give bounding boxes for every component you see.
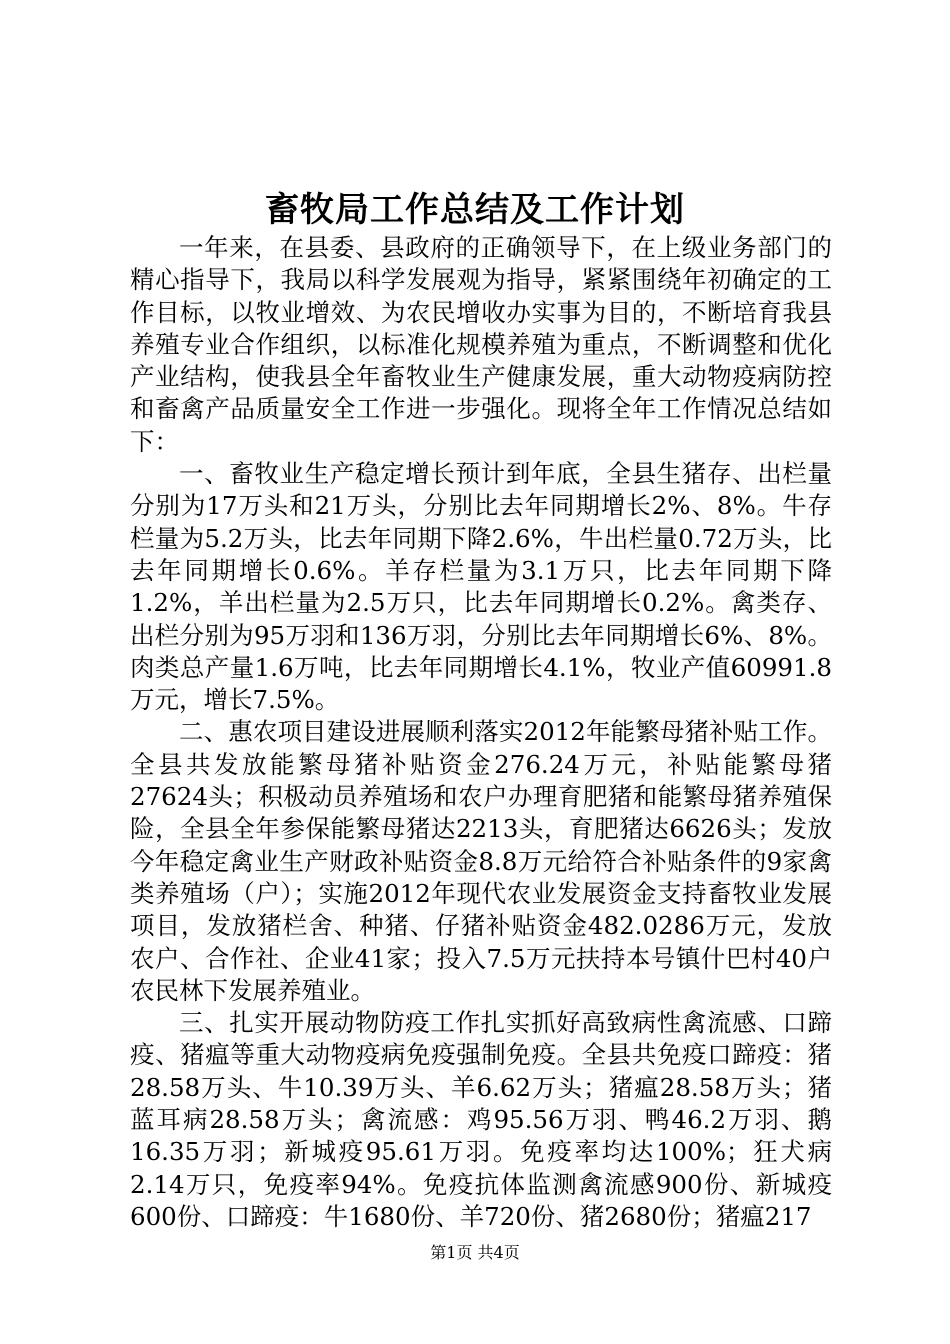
document-title: 畜牧局工作总结及工作计划 — [265, 190, 685, 230]
document-body — [130, 232, 832, 1233]
paragraph-livestock-production: 一、畜牧业生产稳定增长预计到年底，全县生猪存、出栏量分别为17万头和21万头，分别比去年同期增长2%、8%。牛存栏量为5.2万头，比去年同期下降2.6%，牛出栏量0.72万头，比去年同期增长0.6%。羊存栏量为3.1万只，比去年同期下降1.2%，羊出栏量为2.5万只，比去年同期增长0.2%。禽类存、出栏分别为95万羽和136万羽，分别比去年同期增长6%、8%。肉类总产量1.6万吨，比去年同期增长4.1%，牧业产值60991.8万元，增长7.5%。 — [130, 459, 832, 715]
paragraph-subsidy-projects: 二、惠农项目建设进展顺利落实2012年能繁母猪补贴工作。全县共发放能繁母猪补贴资金276.24万元，补贴能繁母猪27624头；积极动员养殖场和农户办理育肥猪和能繁母猪养殖保险，全县全年参保能繁母猪达2213头，育肥猪达6626头；发放今年稳定禽业生产财政补贴资金8.8万元给符合补贴条件的9家禽类养殖场（户）；实施2012年现代农业发展资金支持畜牧业发展项目，发放猪栏舍、种猪、仔猪补贴资金482.0286万元，发放农户、合作社、企业41家；投入7.5万元扶持本号镇什巴村40户农民林下发展养殖业。 — [130, 717, 832, 1005]
paragraph-intro: 一年来，在县委、县政府的正确领导下，在上级业务部门的精心指导下，我局以科学发展观为指导，紧紧围绕年初确定的工作目标，以牧业增效、为农民增收办实事为目的，不断培育我县养殖专业合作组织，以标准化规模养殖为重点，不断调整和优化产业结构，使我县全年畜牧业生产健康发展，重大动物疫病防控和畜禽产品质量安全工作进一步强化。现将全年工作情况总结如下： — [130, 233, 832, 456]
page-footer: 第1页 共4页 — [430, 1243, 520, 1262]
paragraph-epidemic-prevention: 三、扎实开展动物防疫工作扎实抓好高致病性禽流感、口蹄疫、猪瘟等重大动物疫病免疫强制免疫。全县共免疫口蹄疫：猪28.58万头、牛10.39万头、羊6.62万头；猪瘟28.58万头；猪蓝耳病28.58万头；禽流感：鸡95.56万羽、鸭46.2万羽、鹅16.35万羽；新城疫95.61万羽。免疫率均达100%；狂犬病2.14万只，免疫率94%。免疫抗体监测禽流感900份、新城疫600份、口蹄疫：牛1680份、羊720份、猪2680份；猪瘟217 — [130, 1008, 832, 1231]
